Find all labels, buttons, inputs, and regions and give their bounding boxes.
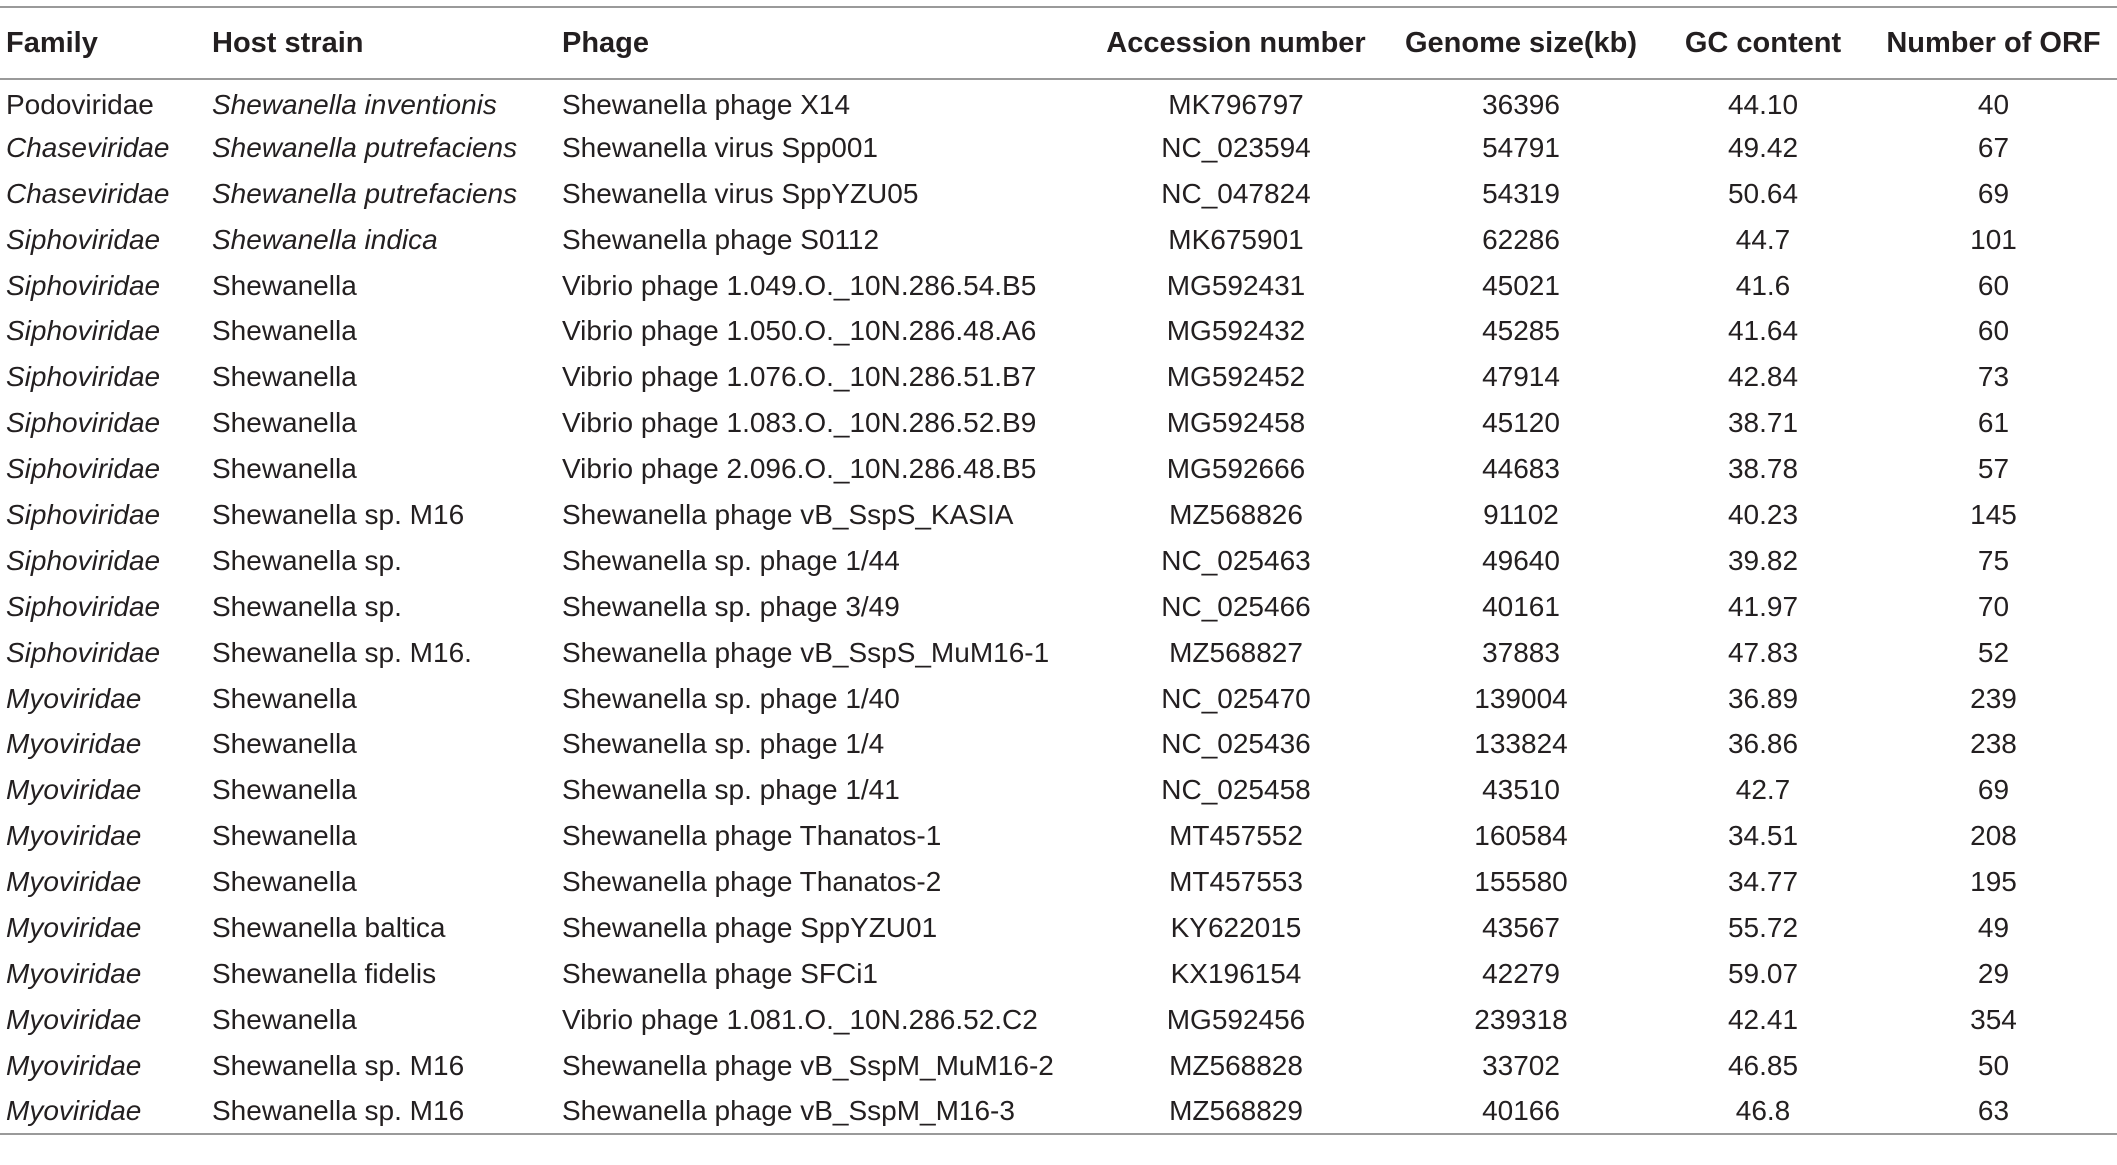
table-row	[0, 584, 2117, 630]
cell-gc-content: 55.72	[1727, 911, 1799, 943]
cell-gc-content: 59.07	[1727, 957, 1799, 989]
cell-accession-number: KY622015	[1170, 911, 1302, 943]
cell-host-strain: Shewanella indica	[212, 223, 438, 255]
cell-phage: Shewanella sp. phage 3/49	[562, 590, 900, 622]
cell-phage: Shewanella sp. phage 1/4	[562, 728, 885, 760]
cell-phage: Shewanella sp. phage 1/44	[562, 544, 900, 576]
cell-accession-number: MK675901	[1168, 223, 1304, 255]
cell-genome-size: 239318	[1474, 1003, 1568, 1035]
cell-number-of-orf: 208	[1970, 820, 2017, 852]
cell-host-strain: Shewanella sp.	[212, 544, 402, 576]
cell-accession-number: NC_023594	[1161, 131, 1311, 163]
cell-gc-content: 46.8	[1656, 1089, 1870, 1135]
cell-family: Podoviridae	[6, 89, 154, 121]
cell-gc-content: 44.10	[1727, 89, 1799, 121]
table-row	[0, 951, 2117, 997]
cell-family: Siphoviridae	[6, 498, 161, 530]
cell-phage: Shewanella virus Spp001	[562, 131, 878, 163]
cell-gc-content: 42.84	[1727, 361, 1799, 393]
cell-number-of-orf: 52	[1977, 636, 2010, 668]
cell-accession-number: KX196154	[1170, 957, 1302, 989]
table-row	[0, 813, 2117, 859]
cell-number-of-orf: 238	[1970, 728, 2017, 760]
table-row	[0, 1043, 2117, 1089]
cell-accession-number: NC_047824	[1161, 177, 1311, 209]
table-row	[0, 400, 2117, 446]
table-row	[0, 1089, 2117, 1135]
cell-host-strain: Shewanella	[212, 315, 357, 347]
header-phage: Phage	[556, 7, 1086, 79]
cell-genome-size: 45285	[1482, 315, 1560, 347]
cell-family: Myoviridae	[6, 820, 142, 852]
cell-number-of-orf: 75	[1977, 544, 2010, 576]
cell-genome-size: 91102	[1483, 498, 1559, 530]
table-row	[0, 446, 2117, 492]
cell-family: Siphoviridae	[6, 636, 161, 668]
cell-number-of-orf: 239	[1970, 682, 2017, 714]
cell-accession-number: MK796797	[1168, 89, 1304, 121]
cell-phage: Shewanella phage S0112	[562, 223, 880, 255]
cell-gc-content: 39.82	[1727, 544, 1799, 576]
cell-phage: Vibrio phage 2.096.O._10N.286.48.B5	[562, 453, 1037, 485]
cell-host-strain: Shewanella sp. M16.	[212, 636, 472, 668]
phage-table	[0, 6, 2117, 1135]
header-host-strain: Host strain	[206, 7, 556, 79]
cell-number-of-orf: 60	[1977, 269, 2010, 301]
cell-number-of-orf: 195	[1970, 866, 2017, 898]
cell-genome-size: 62286	[1482, 223, 1560, 255]
cell-host-strain: Shewanella	[212, 407, 357, 439]
cell-host-strain: Shewanella	[212, 866, 357, 898]
cell-accession-number: MZ568827	[1169, 636, 1303, 668]
cell-accession-number: MT457553	[1169, 866, 1303, 898]
cell-phage: Shewanella phage X14	[562, 89, 851, 121]
cell-family: Siphoviridae	[6, 315, 161, 347]
cell-number-of-orf: 70	[1977, 590, 2010, 622]
cell-genome-size: 37883	[1482, 636, 1560, 668]
cell-accession-number: NC_025470	[1161, 682, 1311, 714]
cell-number-of-orf: 145	[1970, 498, 2017, 530]
cell-number-of-orf: 69	[1977, 774, 2010, 806]
cell-family: Myoviridae	[6, 1049, 142, 1081]
cell-family: Myoviridae	[6, 728, 142, 760]
cell-accession-number: MZ568829	[1086, 1089, 1386, 1135]
table-row	[0, 997, 2117, 1043]
cell-gc-content: 38.71	[1727, 407, 1799, 439]
cell-number-of-orf: 101	[1970, 223, 2017, 255]
cell-phage: Shewanella phage vB_SspS_KASIA	[562, 498, 1014, 530]
cell-phage: Shewanella phage SppYZU01	[562, 911, 938, 943]
table-row	[0, 125, 2117, 171]
table-row	[0, 308, 2117, 354]
cell-accession-number: MZ568826	[1169, 498, 1303, 530]
cell-host-strain: Shewanella baltica	[212, 911, 446, 943]
header-family: Family	[0, 7, 206, 79]
cell-gc-content: 36.89	[1727, 682, 1799, 714]
cell-host-strain: Shewanella sp. M16	[206, 1089, 556, 1135]
cell-genome-size: 155580	[1474, 866, 1568, 898]
table-row	[0, 859, 2117, 905]
cell-accession-number: MG592458	[1166, 407, 1306, 439]
cell-number-of-orf: 49	[1977, 911, 2010, 943]
cell-gc-content: 47.83	[1727, 636, 1799, 668]
cell-gc-content: 46.85	[1727, 1049, 1799, 1081]
cell-accession-number: MG592431	[1166, 269, 1306, 301]
cell-host-strain: Shewanella sp. M16	[212, 498, 465, 530]
cell-genome-size: 44683	[1482, 453, 1560, 485]
cell-host-strain: Shewanella	[212, 682, 357, 714]
cell-phage: Shewanella phage Thanatos-1	[562, 820, 942, 852]
table-row	[0, 492, 2117, 538]
cell-genome-size: 33702	[1482, 1049, 1560, 1081]
cell-host-strain: Shewanella fidelis	[212, 957, 437, 989]
cell-genome-size: 40161	[1482, 590, 1560, 622]
cell-genome-size: 54319	[1482, 177, 1560, 209]
cell-family: Siphoviridae	[6, 223, 161, 255]
cell-family: Myoviridae	[6, 866, 142, 898]
cell-gc-content: 34.51	[1727, 820, 1799, 852]
table-row	[0, 171, 2117, 217]
cell-number-of-orf: 63	[1870, 1089, 2117, 1135]
cell-accession-number: MZ568828	[1169, 1049, 1303, 1081]
cell-gc-content: 36.86	[1727, 728, 1799, 760]
table-row	[0, 538, 2117, 584]
cell-number-of-orf: 50	[1977, 1049, 2010, 1081]
cell-number-of-orf: 354	[1970, 1003, 2017, 1035]
cell-number-of-orf: 57	[1977, 453, 2010, 485]
phage-table-container	[0, 6, 2117, 1135]
cell-genome-size: 47914	[1482, 361, 1560, 393]
cell-phage: Shewanella phage vB_SspM_MuM16-2	[562, 1049, 1054, 1081]
cell-host-strain: Shewanella putrefaciens	[212, 131, 518, 163]
cell-genome-size: 36396	[1482, 89, 1560, 121]
cell-accession-number: MT457552	[1169, 820, 1303, 852]
cell-host-strain: Shewanella	[212, 453, 357, 485]
cell-gc-content: 44.7	[1735, 223, 1791, 255]
cell-number-of-orf: 29	[1977, 957, 2010, 989]
cell-host-strain: Shewanella	[212, 269, 357, 301]
table-row	[0, 721, 2117, 767]
cell-genome-size: 160584	[1474, 820, 1568, 852]
cell-accession-number: NC_025458	[1161, 774, 1311, 806]
cell-gc-content: 41.97	[1727, 590, 1799, 622]
cell-family: Myoviridae	[6, 957, 142, 989]
cell-host-strain: Shewanella sp.	[212, 590, 402, 622]
cell-family: Siphoviridae	[6, 407, 161, 439]
cell-number-of-orf: 60	[1977, 315, 2010, 347]
table-row	[0, 905, 2117, 951]
cell-gc-content: 49.42	[1727, 131, 1799, 163]
cell-gc-content: 41.64	[1727, 315, 1799, 347]
cell-phage: Vibrio phage 1.050.O._10N.286.48.A6	[562, 315, 1037, 347]
cell-phage: Vibrio phage 1.081.O._10N.286.52.C2	[562, 1003, 1038, 1035]
cell-phage: Shewanella sp. phage 1/40	[562, 682, 900, 714]
cell-accession-number: NC_025463	[1161, 544, 1311, 576]
cell-phage: Shewanella phage vB_SspM_M16-3	[556, 1089, 1086, 1135]
cell-host-strain: Shewanella	[212, 774, 357, 806]
cell-host-strain: Shewanella	[212, 728, 357, 760]
cell-family: Siphoviridae	[6, 453, 161, 485]
cell-gc-content: 42.41	[1727, 1003, 1799, 1035]
cell-genome-size: 45021	[1482, 269, 1560, 301]
cell-host-strain: Shewanella sp. M16	[212, 1049, 465, 1081]
cell-genome-size: 43510	[1482, 774, 1560, 806]
header-gc-content: GC content	[1656, 7, 1870, 79]
table-row	[0, 630, 2117, 676]
cell-number-of-orf: 61	[1977, 407, 2010, 439]
cell-family: Myoviridae	[0, 1089, 206, 1135]
cell-phage: Shewanella phage Thanatos-2	[562, 866, 942, 898]
cell-gc-content: 50.64	[1727, 177, 1799, 209]
cell-genome-size: 139004	[1474, 682, 1568, 714]
cell-genome-size: 54791	[1482, 131, 1560, 163]
cell-number-of-orf: 73	[1977, 361, 2010, 393]
cell-phage: Shewanella phage vB_SspS_MuM16-1	[562, 636, 1050, 668]
cell-gc-content: 38.78	[1727, 453, 1799, 485]
table-row	[0, 676, 2117, 722]
cell-number-of-orf: 40	[1977, 89, 2010, 121]
cell-family: Siphoviridae	[6, 590, 161, 622]
cell-family: Siphoviridae	[6, 269, 161, 301]
cell-host-strain: Shewanella	[212, 1003, 357, 1035]
cell-host-strain: Shewanella inventionis	[212, 89, 497, 121]
cell-accession-number: MG592456	[1166, 1003, 1306, 1035]
cell-genome-size: 43567	[1482, 911, 1560, 943]
table-header-row	[0, 7, 2117, 79]
cell-number-of-orf: 67	[1977, 131, 2010, 163]
header-accession-number: Accession number	[1086, 7, 1386, 79]
table-row	[0, 767, 2117, 813]
cell-phage: Shewanella virus SppYZU05	[562, 177, 919, 209]
cell-genome-size: 45120	[1482, 407, 1560, 439]
cell-family: Siphoviridae	[6, 544, 161, 576]
cell-host-strain: Shewanella	[212, 361, 357, 393]
cell-family: Myoviridae	[6, 682, 142, 714]
cell-accession-number: NC_025466	[1161, 590, 1311, 622]
cell-genome-size: 49640	[1482, 544, 1560, 576]
cell-family: Siphoviridae	[6, 361, 161, 393]
cell-gc-content: 41.6	[1735, 269, 1791, 301]
header-number-of-orf: Number of ORF	[1870, 7, 2117, 79]
table-row	[0, 354, 2117, 400]
cell-gc-content: 34.77	[1727, 866, 1799, 898]
cell-accession-number: NC_025436	[1161, 728, 1311, 760]
cell-phage: Shewanella phage SFCi1	[562, 957, 878, 989]
cell-accession-number: MG592666	[1166, 453, 1306, 485]
table-row	[0, 217, 2117, 263]
table-row	[0, 79, 2117, 125]
cell-host-strain: Shewanella putrefaciens	[212, 177, 518, 209]
cell-family: Chaseviridae	[6, 177, 170, 209]
cell-host-strain: Shewanella	[212, 820, 357, 852]
cell-gc-content: 42.7	[1735, 774, 1791, 806]
cell-genome-size: 42279	[1482, 957, 1560, 989]
cell-phage: Vibrio phage 1.083.O._10N.286.52.B9	[562, 407, 1037, 439]
cell-accession-number: MG592432	[1166, 315, 1306, 347]
cell-genome-size: 40166	[1386, 1089, 1656, 1135]
cell-phage: Vibrio phage 1.076.O._10N.286.51.B7	[562, 361, 1037, 393]
cell-family: Myoviridae	[6, 774, 142, 806]
cell-family: Myoviridae	[6, 1003, 142, 1035]
header-genome-size: Genome size(kb)	[1386, 7, 1656, 79]
cell-genome-size: 133824	[1474, 728, 1568, 760]
cell-family: Myoviridae	[6, 911, 142, 943]
cell-phage: Vibrio phage 1.049.O._10N.286.54.B5	[562, 269, 1037, 301]
table-body	[0, 79, 2117, 1134]
cell-phage: Shewanella sp. phage 1/41	[562, 774, 900, 806]
cell-family: Chaseviridae	[6, 131, 170, 163]
table-row	[0, 263, 2117, 309]
cell-accession-number: MG592452	[1166, 361, 1306, 393]
cell-number-of-orf: 69	[1977, 177, 2010, 209]
cell-gc-content: 40.23	[1727, 498, 1799, 530]
